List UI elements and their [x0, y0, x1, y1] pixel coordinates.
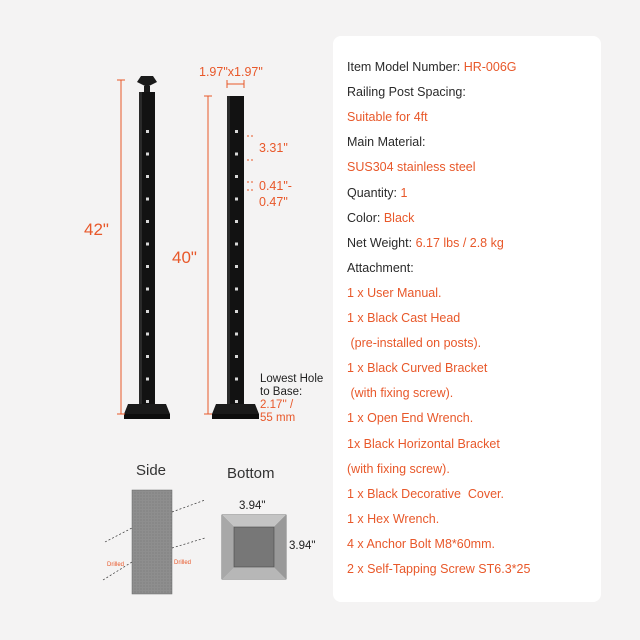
post-hole	[146, 400, 149, 403]
post-hole	[146, 355, 149, 358]
spec-value: 6.17 lbs / 2.8 kg	[415, 235, 504, 250]
post-hole	[235, 175, 238, 178]
spec-line	[347, 386, 453, 400]
post-hole	[235, 220, 238, 223]
spec-label: Attachment:	[347, 260, 414, 275]
spec-value: 4 x Anchor Bolt M8*60mm.	[347, 536, 495, 551]
post-hole	[235, 310, 238, 313]
spec-label: Item Model Number:	[347, 60, 464, 74]
lowest-hole-line3: 2.17'' /	[260, 399, 294, 411]
hole-spacing-label: 3.31"	[259, 141, 288, 155]
spec-label: Net Weight:	[347, 235, 416, 250]
post-flat-top	[212, 96, 259, 419]
side-view-diagram	[95, 486, 225, 596]
spec-line	[347, 85, 466, 99]
lowest-hole-line4: 55 mm	[260, 412, 296, 424]
spec-value: 1 x Black Decorative Cover.	[347, 486, 505, 501]
spec-value: (with fixing screw).	[347, 461, 450, 476]
post-hole	[235, 198, 238, 201]
spec-line	[347, 135, 426, 149]
post-hole	[235, 243, 238, 246]
spec-line	[347, 236, 504, 250]
spec-line	[347, 186, 407, 200]
post-hole	[146, 243, 149, 246]
spec-line	[347, 537, 495, 551]
spec-line	[347, 487, 504, 501]
post-hole	[235, 355, 238, 358]
bottom-height-label: 3.94"	[289, 540, 316, 552]
spec-label: Main Material:	[347, 135, 426, 150]
hole-size-label-2: 0.47"	[259, 195, 288, 209]
bottom-width-label: 3.94"	[239, 500, 266, 512]
spec-value: 1 x Hex Wrench.	[347, 511, 440, 526]
spec-label: Quantity:	[347, 185, 401, 200]
post-hole	[146, 310, 149, 313]
side-view-title: Side	[136, 462, 167, 479]
spec-line	[347, 411, 473, 425]
post-hole	[235, 400, 238, 403]
spec-line	[347, 361, 487, 375]
post-hole	[146, 378, 149, 381]
spec-value: 1 x User Manual.	[347, 285, 442, 300]
post-hole	[146, 130, 149, 133]
post-hole	[235, 333, 238, 336]
posts-illustration	[0, 60, 330, 500]
spec-line	[347, 261, 414, 275]
spec-value: SUS304 stainless steel	[347, 160, 476, 175]
spec-value: Black	[383, 210, 415, 225]
post-height-label: 40"	[172, 248, 197, 267]
spec-line	[347, 311, 460, 325]
specification-card	[333, 36, 601, 602]
spec-label: Color:	[347, 210, 384, 225]
post-hole	[146, 198, 149, 201]
bottom-view-diagram	[220, 513, 300, 593]
hole-size-label-1: 0.41"-	[259, 179, 292, 193]
post-with-head	[124, 76, 170, 419]
spec-label: Railing Post Spacing:	[347, 85, 466, 100]
spec-line	[347, 336, 481, 350]
spec-line	[347, 211, 414, 225]
lowest-hole-line1: Lowest Hole	[260, 373, 324, 385]
post-hole	[235, 130, 238, 133]
spec-value: Suitable for 4ft	[347, 110, 428, 125]
spec-line	[347, 437, 500, 451]
spec-value: HR-006G	[463, 60, 517, 74]
spec-value: 1	[400, 185, 408, 200]
spec-line	[347, 562, 530, 576]
drilled-left-label: Drilled	[107, 562, 125, 568]
spec-value: (pre-installed on posts).	[347, 336, 482, 351]
post-hole	[146, 288, 149, 291]
spec-line	[347, 286, 441, 300]
spec-value: 1 x Black Curved Bracket	[347, 361, 488, 376]
post-hole	[146, 153, 149, 156]
post-hole	[146, 265, 149, 268]
spec-line	[347, 110, 428, 124]
drilled-right-label: Drilled	[174, 560, 192, 566]
post-hole	[146, 175, 149, 178]
spec-line	[347, 462, 450, 476]
post-hole	[235, 378, 238, 381]
spec-line	[347, 60, 517, 74]
spec-value: 1x Black Horizontal Bracket	[347, 436, 500, 451]
spec-value: 2 x Self-Tapping Screw ST6.3*25	[347, 562, 531, 576]
spec-value: 1 x Open End Wrench.	[347, 411, 474, 426]
bottom-view-title: Bottom	[227, 465, 275, 482]
post-hole	[235, 288, 238, 291]
post-hole	[235, 153, 238, 156]
lowest-hole-note	[260, 373, 323, 425]
lowest-hole-line2: to Base:	[260, 386, 303, 398]
total-height-label: 42"	[84, 220, 109, 239]
post-hole	[235, 265, 238, 268]
post-hole	[146, 220, 149, 223]
spec-line	[347, 160, 476, 174]
post-size-label: 1.97"x1.97"	[199, 65, 263, 79]
spec-value: (with fixing screw).	[347, 386, 454, 401]
post-hole	[146, 333, 149, 336]
spec-value: 1 x Black Cast Head	[347, 311, 461, 325]
spec-line	[347, 512, 439, 526]
